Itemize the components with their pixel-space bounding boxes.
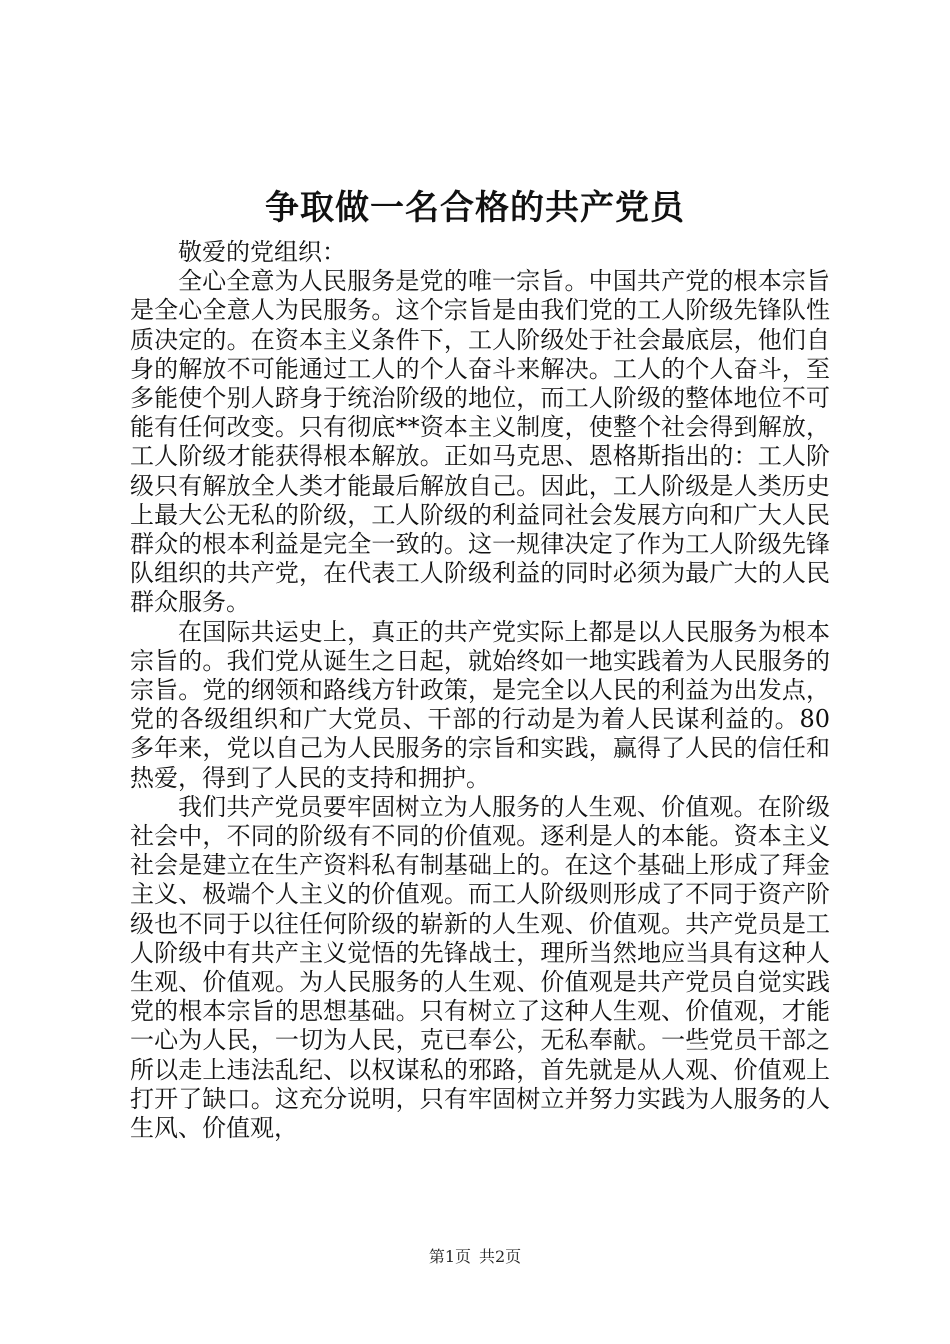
document-body xyxy=(130,238,830,1143)
salutation: 敬爱的党组织： xyxy=(178,238,346,266)
document-title: 争取做一名合格的共产党员 xyxy=(265,188,685,228)
paragraph: 我们共产党员要牢固树立为人服务的人生观、价值观。在阶级社会中，不同的阶级有不同的价值观。逐利是人的本能。资本主义社会是建立在生产资料私有制基础上的。在这个基础上形成了拜金主义、极端个人主义的价值观。而工人阶级则形成了不同于资产阶级也不同于以往任何阶级的崭新的人生观、价值观。共产党员是工人阶级中有共产主义觉悟的先锋战士，理所当然地应当具有这种人生观、价值观。为人民服务的人生观、价值观是共产党员自觉实践党的根本宗旨的思想基础。只有树立了这种人生观、价值观，才能一心为人民，一切为人民，克已奉公，无私奉献。一些党员干部之所以走上违法乱纪、以权谋私的邪路，首先就是从人观、价值观上打开了缺口。这充分说明，只有牢固树立并努力实践为人服务的人生风、价值观， xyxy=(130,792,830,1143)
page-footer xyxy=(0,1245,950,1269)
paragraph: 在国际共运史上，真正的共产党实际上都是以人民服务为根本宗旨的。我们党从诞生之日起，就始终如一地实践着为人民服务的宗旨。党的纲领和路线方针政策，是完全以人民的利益为出发点，党的各级组织和广大党员、干部的行动是为着人民谋利益的。80多年来，党以自己为人民服务的宗旨和实践，赢得了人民的信任和热爱，得到了人民的支持和拥护。 xyxy=(130,617,830,792)
paragraph: 全心全意为人民服务是党的唯一宗旨。中国共产党的根本宗旨是全心全意人为民服务。这个宗旨是由我们党的工人阶级先锋队性质决定的。在资本主义条件下，工人阶级处于社会最底层，他们自身的解放不可能通过工人的个人奋斗来解决。工人的个人奋斗，至多能使个别人跻身于统治阶级的地位，而工人阶级的整体地位不可能有任何改变。只有彻底**资本主义制度，使整个社会得到解放，工人阶级才能获得根本解放。正如马克思、恩格斯指出的：工人阶级只有解放全人类才能最后解放自己。因此，工人阶级是人类历史上最大公无私的阶级，工人阶级的利益同社会发展方向和广大人民群众的根本利益是完全一致的。这一规律决定了作为工人阶级先锋队组织的共产党，在代表工人阶级利益的同时必须为最广大的人民群众服务。 xyxy=(130,267,830,617)
page-number-total: 共2页 xyxy=(479,1247,522,1266)
page-number-current: 第1页 xyxy=(428,1247,471,1266)
